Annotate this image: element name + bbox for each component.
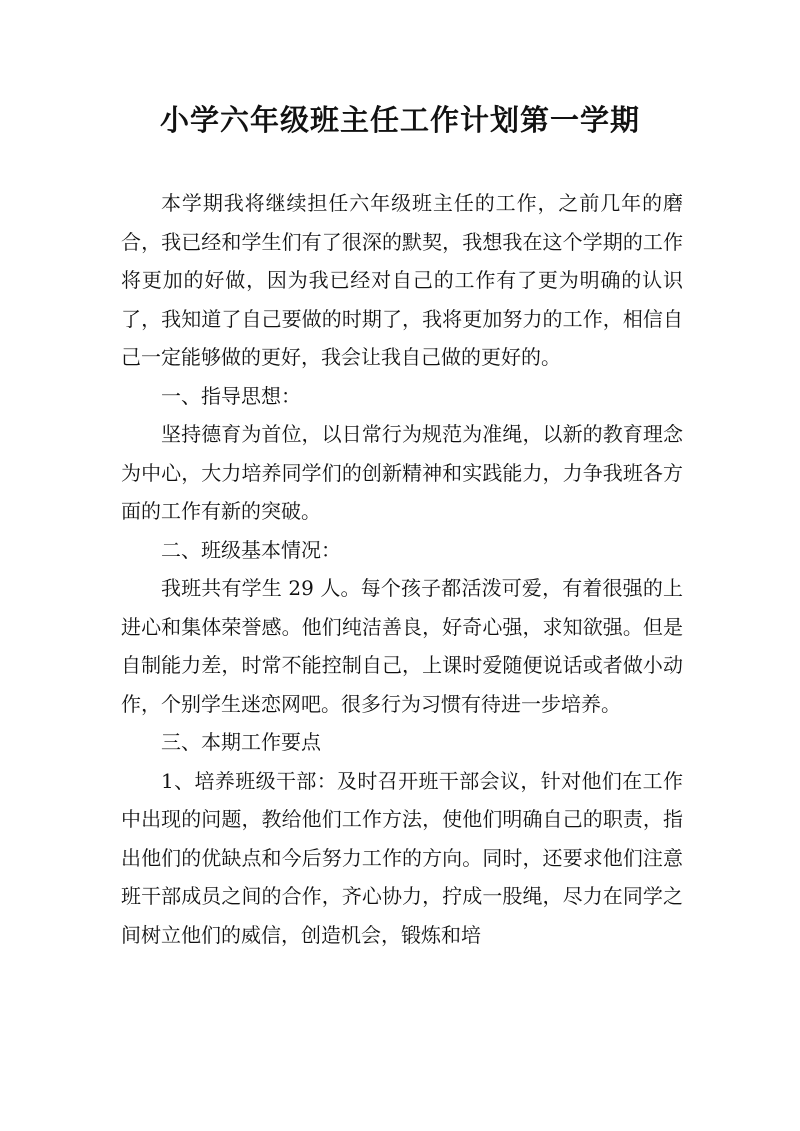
section-heading-work-points: 三、本期工作要点 <box>161 730 321 754</box>
paragraph-class-cadres: 1、培养班级干部：及时召开班干部会议，针对他们在工作中出现的问题，教给他们工作方法，使他们明确自己的职责，指出他们的优缺点和今后努力工作的方向。同时，还要求他们注意班干部成员之间的合作，齐心协力，拧成一股绳，尽力在同学之间树立他们的威信，创造机会，锻炼和培 <box>121 768 683 947</box>
document-body <box>121 184 683 954</box>
document-title: 小学六年级班主任工作计划第一学期 <box>159 103 640 137</box>
paragraph-intro: 本学期我将继续担任六年级班主任的工作，之前几年的磨合，我已经和学生们有了很深的默契，我想我在这个学期的工作将更加的好做，因为我已经对自己的工作有了更为明确的认识了，我知道了自己要做的时期了，我将更加努力的工作，相信自己一定能够做的更好，我会让我自己做的更好的。 <box>121 191 683 369</box>
paragraph-class-situation: 我班共有学生 29 人。每个孩子都活泼可爱，有着很强的上进心和集体荣誉感。他们纯洁善良，好奇心强，求知欲强。但是自制能力差，时常不能控制自己，上课时爱随便说话或者做小动作，个别学生迷恋网吧。很多行为习惯有待进一步培养。 <box>121 576 683 716</box>
section-heading-guiding-ideology: 一、指导思想： <box>161 383 301 408</box>
section-heading-class-situation: 二、班级基本情况： <box>161 537 341 562</box>
paragraph-guiding-ideology: 坚持德育为首位，以日常行为规范为准绳，以新的教育理念为中心，大力培养同学们的创新精神和实践能力，力争我班各方面的工作有新的突破。 <box>121 422 683 523</box>
